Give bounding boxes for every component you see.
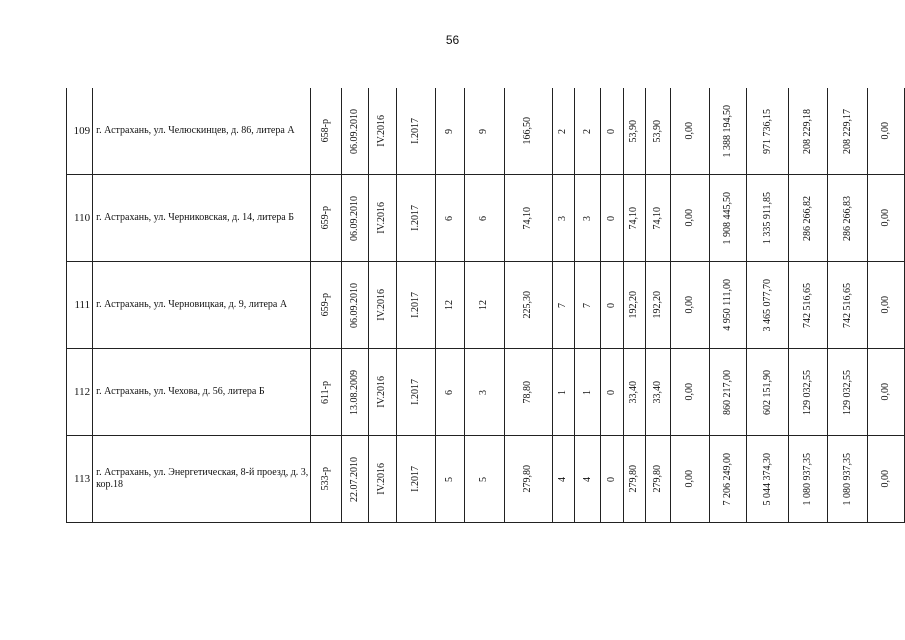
cell-value: 7 206 249,00 [721,452,733,506]
cell-value: 74,10 [652,206,664,230]
cell-value: 3 [581,215,593,221]
cell-value: 2 [581,128,593,134]
cell-value: 0,00 [879,122,891,140]
cell-value: 533-р [320,467,332,491]
cell-value: 0,00 [683,383,695,401]
cell-plan-demolish [396,436,436,523]
row-number: 109 [67,88,93,175]
cell-area-b [646,436,671,523]
cell-doc-no [310,349,342,436]
cell-cost-other [867,88,904,175]
table-row [67,175,905,262]
cell-people-resettle [464,436,504,523]
cell-value: 1 908 445,50 [721,191,733,245]
cell-people-resettle [464,262,504,349]
cell-value: 0 [605,302,617,308]
cell-cost-other [867,349,904,436]
cell-value: 74,10 [628,206,640,230]
cell-plan-demolish [396,349,436,436]
cell-value: 1 080 937,35 [841,452,853,506]
cell-plan-demolish [396,175,436,262]
cell-rooms-resettle [575,175,600,262]
cell-doc-date [342,262,368,349]
cell-value: 33,40 [652,380,664,404]
cell-cost-local [828,349,868,436]
cell-value: 0 [605,128,617,134]
cell-cost-fund [747,175,788,262]
cell-value: 22.07.2010 [349,456,361,502]
cell-area-c [670,88,709,175]
row-number: 113 [67,436,93,523]
cell-cost-total [709,88,747,175]
cell-value: 9 [478,128,490,134]
cell-plan-demolish [396,88,436,175]
cell-doc-date [342,349,368,436]
cell-cost-local [828,262,868,349]
cell-doc-date [342,175,368,262]
cell-cost-fund [747,436,788,523]
cell-value: 1 388 194,50 [721,104,733,158]
cell-value: 742 516,65 [802,282,813,328]
cell-people-total [436,349,464,436]
cell-value: 0,00 [683,122,695,140]
cell-rooms-resettle [575,262,600,349]
cell-value: I.2017 [410,292,422,318]
cell-people-total [436,262,464,349]
cell-people-total [436,175,464,262]
cell-plan-settle [368,175,396,262]
cell-rooms-total [552,175,575,262]
cell-value: 129 032,55 [841,369,853,415]
cell-cost-local [828,436,868,523]
cell-value: 602 151,90 [761,369,773,415]
cell-value: 12 [478,300,490,310]
cell-area-c [670,349,709,436]
cell-col-zero [600,349,623,436]
cell-value: 166,50 [522,117,534,145]
cell-value: 279,80 [628,465,640,493]
cell-area-c [670,262,709,349]
cell-doc-no [310,436,342,523]
cell-cost-region [788,262,828,349]
cell-value: 0 [605,215,617,221]
cell-value: 971 736,15 [761,108,773,154]
cell-value: 0,00 [879,209,891,227]
cell-value: 208 229,17 [841,108,853,154]
cell-value: 3 465 077,70 [761,278,773,332]
cell-plan-demolish [396,262,436,349]
cell-rooms-total [552,436,575,523]
cell-value: 06.09.2010 [349,282,361,328]
cell-value: IV.2016 [376,376,388,408]
cell-cost-total [709,436,747,523]
cell-value: 9 [443,128,455,134]
cell-area-a [623,436,646,523]
cell-cost-total [709,262,747,349]
cell-area-a [623,262,646,349]
cell-area-b [646,88,671,175]
cell-area-b [646,175,671,262]
cell-value: 208 229,18 [802,108,813,154]
cell-value: 78,80 [522,380,534,404]
cell-value: 611-р [320,380,332,404]
cell-value: I.2017 [410,205,422,231]
cell-col-zero [600,88,623,175]
cell-value: 658-р [320,119,332,143]
table-row [67,349,905,436]
cell-value: 0,00 [879,383,891,401]
cell-plan-settle [368,349,396,436]
cell-doc-no [310,175,342,262]
cell-value: 659-р [320,293,332,317]
cell-value: 74,10 [522,206,534,230]
cell-area-b [646,349,671,436]
cell-value: I.2017 [410,118,422,144]
cell-value: 192,20 [652,291,664,319]
row-number: 111 [67,262,93,349]
cell-rooms-total [552,262,575,349]
cell-value: 286 266,83 [841,195,853,241]
cell-value: 0 [605,389,617,395]
cell-value: 5 [443,476,455,482]
cell-area-c [670,436,709,523]
cell-area-total [505,262,553,349]
cell-doc-no [310,88,342,175]
cell-cost-other [867,436,904,523]
cell-value: I.2017 [410,379,422,405]
cell-value: 1 [581,389,593,395]
cell-value: 659-р [320,206,332,230]
cell-people-resettle [464,88,504,175]
cell-cost-region [788,88,828,175]
cell-doc-date [342,436,368,523]
cell-value: 33,40 [628,380,640,404]
cell-doc-date [342,88,368,175]
cell-value: 53,90 [628,119,640,143]
cell-rooms-resettle [575,436,600,523]
cell-area-total [505,175,553,262]
cell-value: 0,00 [683,209,695,227]
cell-cost-region [788,436,828,523]
cell-area-a [623,88,646,175]
cell-value: 5 044 374,30 [761,452,773,506]
table-row [67,262,905,349]
cell-rooms-total [552,349,575,436]
table-row [67,88,905,175]
cell-value: 2 [557,128,569,134]
cell-value: 06.09.2010 [349,108,361,154]
row-number: 110 [67,175,93,262]
cell-value: 1 335 911,85 [761,191,773,245]
cell-area-c [670,175,709,262]
cell-area-total [505,349,553,436]
cell-value: IV.2016 [376,463,388,495]
cell-value: 7 [581,302,593,308]
address-cell: г. Астрахань, ул. Черниковская, д. 14, литера Б [93,175,311,262]
cell-rooms-resettle [575,349,600,436]
cell-value: IV.2016 [376,289,388,321]
cell-value: 12 [443,300,455,310]
cell-value: 129 032,55 [802,369,813,415]
cell-value: 0,00 [683,470,695,488]
cell-value: 3 [557,215,569,221]
cell-value: 0,00 [879,296,891,314]
cell-area-a [623,175,646,262]
cell-people-resettle [464,175,504,262]
cell-cost-local [828,175,868,262]
cell-cost-other [867,262,904,349]
cell-area-b [646,262,671,349]
cell-plan-settle [368,436,396,523]
cell-value: 0,00 [683,296,695,314]
cell-value: I.2017 [410,466,422,492]
resettlement-table [66,88,905,523]
cell-plan-settle [368,262,396,349]
cell-value: 1 080 937,35 [802,452,813,506]
address-cell: г. Астрахань, ул. Чехова, д. 56, литера Б [93,349,311,436]
cell-value: 4 [581,476,593,482]
cell-value: 5 [478,476,490,482]
cell-area-a [623,349,646,436]
cell-value: 4 950 111,00 [721,279,733,331]
cell-people-resettle [464,349,504,436]
cell-value: 53,90 [652,119,664,143]
cell-cost-region [788,175,828,262]
cell-cost-fund [747,88,788,175]
cell-rooms-resettle [575,88,600,175]
cell-value: 13.08.2009 [349,369,361,415]
cell-people-total [436,88,464,175]
cell-value: 6 [443,389,455,395]
cell-value: 6 [443,215,455,221]
cell-doc-no [310,262,342,349]
cell-value: IV.2016 [376,202,388,234]
cell-cost-fund [747,349,788,436]
cell-col-zero [600,436,623,523]
cell-value: 06.09.2010 [349,195,361,241]
address-cell: г. Астрахань, ул. Энергетическая, 8-й проезд, д. 3, кор.18 [93,436,311,523]
cell-rooms-total [552,88,575,175]
cell-value: 225,30 [522,291,534,319]
cell-cost-total [709,175,747,262]
cell-cost-region [788,349,828,436]
cell-cost-fund [747,262,788,349]
cell-area-total [505,436,553,523]
row-number: 112 [67,349,93,436]
cell-value: 0,00 [879,470,891,488]
cell-value: 4 [557,476,569,482]
cell-value: 3 [478,389,490,395]
cell-value: 7 [557,302,569,308]
cell-area-total [505,88,553,175]
cell-value: 192,20 [628,291,640,319]
cell-value: 860 217,00 [721,369,733,415]
cell-value: 6 [478,215,490,221]
cell-cost-local [828,88,868,175]
cell-cost-total [709,349,747,436]
address-cell: г. Астрахань, ул. Черновицкая, д. 9, литера А [93,262,311,349]
cell-value: 742 516,65 [841,282,853,328]
cell-col-zero [600,262,623,349]
cell-col-zero [600,175,623,262]
cell-people-total [436,436,464,523]
cell-cost-other [867,175,904,262]
cell-value: IV.2016 [376,115,388,147]
cell-plan-settle [368,88,396,175]
page-number: 56 [445,33,460,47]
cell-value: 1 [557,389,569,395]
cell-value: 0 [605,476,617,482]
cell-value: 279,80 [652,465,664,493]
cell-value: 279,80 [522,465,534,493]
table-row [67,436,905,523]
address-cell: г. Астрахань, ул. Челюскинцев, д. 86, литера А [93,88,311,175]
cell-value: 286 266,82 [802,195,813,241]
